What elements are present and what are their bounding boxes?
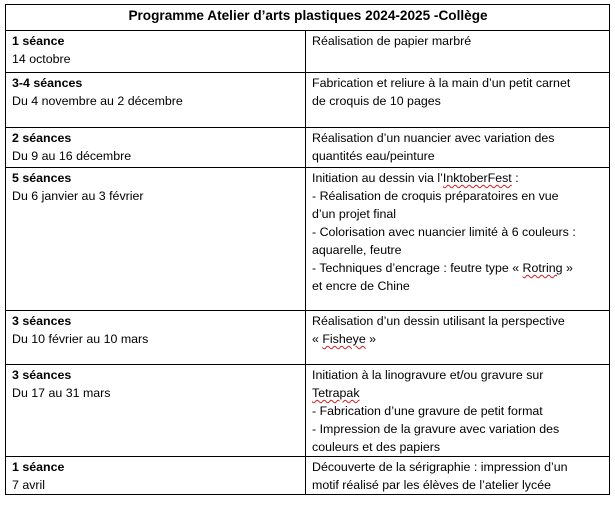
session-dates: Du 4 novembre au 2 décembre (12, 94, 183, 108)
schedule-cell (6, 457, 306, 495)
line-text: « (312, 332, 323, 346)
activity-line: Fabrication et reliure à la main d’un petit carnet (312, 76, 571, 90)
activity-line: Réalisation d’un dessin utilisant la perspective (312, 314, 565, 328)
schedule-cell (6, 168, 306, 311)
activity-line (312, 169, 604, 187)
line-text: » (562, 261, 573, 275)
activity-line: Initiation à la linogravure et/ou gravure sur (312, 368, 544, 382)
table-row (6, 168, 610, 311)
activity-line: et encre de Chine (312, 279, 410, 293)
activity-line: Réalisation d’un nuancier avec variation des (312, 131, 555, 145)
activity-line (312, 384, 604, 402)
schedule-cell (6, 31, 306, 73)
session-dates: Du 17 au 31 mars (12, 386, 111, 400)
table-row (6, 457, 610, 495)
spellcheck-word: InktoberFest (442, 171, 512, 185)
activity-cell (306, 128, 610, 168)
session-dates: Du 6 janvier au 3 février (12, 189, 144, 203)
session-count: 1 séance (12, 460, 65, 474)
title-row (6, 5, 610, 31)
session-dates: 14 octobre (12, 52, 71, 66)
table-row (6, 311, 610, 365)
session-count: 5 séances (12, 171, 72, 185)
line-text: » (365, 332, 377, 346)
line-text: Initiation au dessin via l’ (312, 171, 443, 185)
session-count: 3 séances (12, 314, 72, 328)
activity-line: - Réalisation de croquis préparatoires en vue (312, 189, 559, 203)
table-row (6, 31, 610, 73)
schedule-cell (6, 73, 306, 128)
session-count: 1 séance (12, 34, 65, 48)
table-row (6, 73, 610, 128)
session-dates: Du 10 février au 10 mars (12, 332, 149, 346)
session-count: 3-4 séances (12, 76, 83, 90)
session-count: 3 séances (12, 368, 72, 382)
activity-line: Découverte de la sérigraphie : impression d’un (312, 460, 568, 474)
activity-line (312, 330, 604, 348)
activity-cell (306, 73, 610, 128)
activity-cell (306, 31, 610, 73)
activity-cell (306, 311, 610, 365)
spellcheck-word: Fisheye (322, 332, 366, 346)
session-count: 2 séances (12, 131, 72, 145)
activity-line: motif réalisé par les élèves de l’atelier lycée (312, 478, 551, 492)
activity-line: d’un projet final (312, 207, 397, 221)
program-table (5, 4, 610, 495)
schedule-cell (6, 365, 306, 457)
activity-line: couleurs et des papiers (312, 440, 441, 454)
table-row (6, 365, 610, 457)
document-page (5, 4, 609, 495)
table-row (6, 128, 610, 168)
activity-line: - Fabrication d’une gravure de petit format (312, 404, 543, 418)
activity-line: quantités eau/peinture (312, 149, 435, 163)
table-title: Programme Atelier d’arts plastiques 2024-2025 -Collège (6, 5, 610, 31)
schedule-cell (6, 128, 306, 168)
activity-line: de croquis de 10 pages (312, 94, 441, 108)
session-dates: Du 9 au 16 décembre (12, 149, 132, 163)
session-dates: 7 avril (12, 478, 46, 492)
line-text: : (511, 171, 519, 185)
spellcheck-word: Tetrapak (312, 386, 360, 400)
activity-line: aquarelle, feutre (312, 243, 402, 257)
spellcheck-word: Rotring (522, 261, 563, 275)
activity-line: Réalisation de papier marbré (312, 34, 472, 48)
activity-line: - Impression de la gravure avec variation des (312, 422, 560, 436)
schedule-cell (6, 311, 306, 365)
activity-cell (306, 168, 610, 311)
line-text: - Techniques d’encrage : feutre type « (312, 261, 523, 275)
activity-line: - Colorisation avec nuancier limité à 6 couleurs : (312, 225, 576, 239)
activity-line (312, 259, 604, 277)
activity-cell (306, 457, 610, 495)
activity-cell (306, 365, 610, 457)
